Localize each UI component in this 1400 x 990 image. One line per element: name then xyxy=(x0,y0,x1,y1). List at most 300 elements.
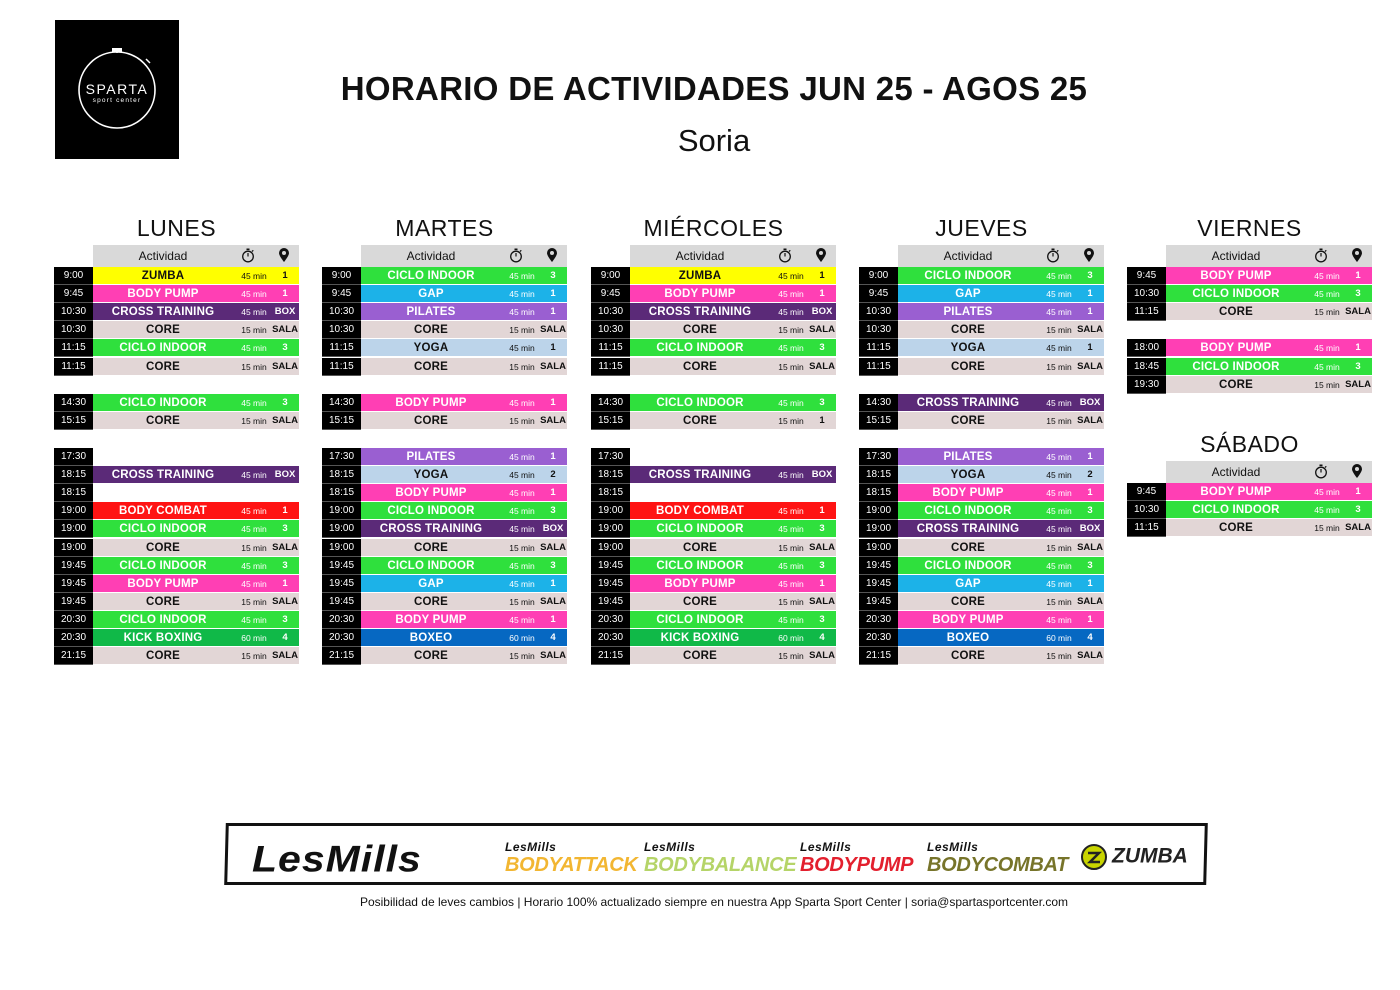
schedule-row xyxy=(591,647,836,665)
class-time: 18:15 xyxy=(54,484,93,502)
class-cell xyxy=(630,466,836,484)
class-duration: 45 min xyxy=(241,271,267,281)
class-name: CORE xyxy=(1218,522,1254,535)
class-duration: 15 min xyxy=(509,325,535,336)
class-cell xyxy=(630,321,836,339)
class-cell xyxy=(630,303,836,321)
class-name: YOGA xyxy=(413,342,449,355)
class-duration: 45 min xyxy=(1046,578,1072,589)
class-time: 9:00 xyxy=(322,267,361,285)
class-room: SALA xyxy=(272,414,298,426)
class-cell xyxy=(361,339,567,357)
class-room: BOX xyxy=(1079,396,1101,408)
class-time: 10:30 xyxy=(591,303,630,321)
class-time: 15:15 xyxy=(54,412,93,430)
class-duration: 45 min xyxy=(241,524,267,535)
class-room: SALA xyxy=(272,324,298,336)
schedule-row xyxy=(591,303,836,321)
schedule-row xyxy=(859,394,1104,412)
class-name: CICLO INDOOR xyxy=(1192,504,1280,517)
class-time: 21:15 xyxy=(322,647,361,665)
schedule-row xyxy=(1127,267,1372,285)
class-name: KICK BOXING xyxy=(660,632,740,644)
page-subtitle: Soria xyxy=(677,123,751,158)
class-name: ZUMBA xyxy=(141,270,185,282)
class-cell xyxy=(630,339,836,357)
schedule-row xyxy=(54,647,299,665)
class-time: 18:15 xyxy=(54,466,93,484)
class-duration: 45 min xyxy=(778,506,804,517)
class-room: SALA xyxy=(809,360,835,372)
class-name: CORE xyxy=(950,414,986,427)
class-time: 19:00 xyxy=(859,502,898,520)
class-room: 1 xyxy=(1087,288,1093,300)
activity-header: Actividad xyxy=(1211,249,1261,263)
class-room: 3 xyxy=(1355,504,1361,516)
class-duration: 45 min xyxy=(778,470,804,481)
class-time: 18:15 xyxy=(859,484,898,502)
class-name: YOGA xyxy=(413,469,449,482)
class-time: 9:45 xyxy=(54,285,93,303)
class-time: 11:15 xyxy=(54,339,93,357)
class-duration: 45 min xyxy=(1046,452,1072,462)
class-duration: 15 min xyxy=(778,542,804,553)
class-name: BODY PUMP xyxy=(127,288,199,301)
schedule-row xyxy=(591,267,836,285)
schedule-row xyxy=(322,412,567,430)
schedule-row xyxy=(591,593,836,611)
class-duration: 15 min xyxy=(1046,542,1072,553)
schedule-row xyxy=(1127,358,1372,376)
class-time: 18:15 xyxy=(591,466,630,484)
schedule-row xyxy=(322,339,567,357)
schedule-row xyxy=(1127,483,1372,501)
class-name: BODY COMBAT xyxy=(118,505,208,518)
class-room: BOX xyxy=(1079,523,1101,535)
class-name: CICLO INDOOR xyxy=(387,270,475,282)
class-room: SALA xyxy=(1077,324,1103,336)
class-cell xyxy=(361,321,567,339)
class-room: SALA xyxy=(1077,650,1103,662)
class-time: 19:45 xyxy=(859,557,898,575)
zumba-logo xyxy=(1080,843,1188,871)
class-time: 11:15 xyxy=(54,358,93,376)
class-time: 10:30 xyxy=(54,303,93,321)
class-cell xyxy=(630,358,836,376)
class-name: CORE xyxy=(1218,306,1254,319)
schedule-row xyxy=(54,557,299,575)
schedule-row xyxy=(54,539,299,557)
schedule-row xyxy=(859,321,1104,339)
class-room: SALA xyxy=(540,541,566,553)
class-room: 3 xyxy=(1355,288,1361,300)
class-duration: 45 min xyxy=(778,578,804,589)
schedule-row xyxy=(591,557,836,575)
class-cell xyxy=(93,520,299,538)
class-duration: 15 min xyxy=(1046,325,1072,336)
class-cell xyxy=(93,394,299,412)
class-name: BODY PUMP xyxy=(1200,270,1272,282)
stopwatch-icon xyxy=(1046,248,1060,266)
class-room: 3 xyxy=(1087,505,1093,517)
class-room: 1 xyxy=(819,505,825,517)
class-cell xyxy=(630,557,836,575)
class-duration: 45 min xyxy=(1314,343,1340,354)
class-room: 3 xyxy=(550,505,556,517)
class-time: 20:30 xyxy=(54,629,93,647)
schedule-row xyxy=(1127,339,1372,357)
class-room: SALA xyxy=(1345,522,1371,534)
class-name: CORE xyxy=(950,595,986,608)
class-name: GAP xyxy=(418,577,444,590)
schedule-row xyxy=(54,267,299,285)
class-cell xyxy=(93,448,299,466)
schedule-row xyxy=(54,575,299,593)
activity-header: Actividad xyxy=(406,249,456,263)
schedule-row xyxy=(591,339,836,357)
program-name: BODYCOMBAT xyxy=(927,854,1069,876)
stopwatch-icon xyxy=(241,248,255,266)
class-room: SALA xyxy=(540,324,566,336)
logo-tagline: sport center xyxy=(92,97,142,104)
schedule-row xyxy=(322,303,567,321)
class-duration: 15 min xyxy=(509,415,535,426)
class-room: BOX xyxy=(542,523,564,535)
schedule-row xyxy=(54,448,299,466)
schedule-row xyxy=(859,484,1104,502)
class-duration: 45 min xyxy=(241,578,267,589)
schedule-row xyxy=(54,466,299,484)
schedule-row xyxy=(54,358,299,376)
class-time: 19:00 xyxy=(591,539,630,557)
class-room: BOX xyxy=(274,469,296,481)
class-time: 19:00 xyxy=(322,502,361,520)
class-time: 17:30 xyxy=(591,448,630,466)
class-room: 3 xyxy=(282,613,288,625)
class-duration: 45 min xyxy=(1314,361,1340,372)
schedule-row xyxy=(322,484,567,502)
schedule-row xyxy=(859,539,1104,557)
class-duration: 45 min xyxy=(509,271,535,281)
class-name: BODY PUMP xyxy=(395,613,467,626)
class-name: CORE xyxy=(950,324,986,337)
class-time: 15:15 xyxy=(591,412,630,430)
class-name: CORE xyxy=(682,541,718,554)
class-room: SALA xyxy=(809,541,835,553)
class-cell xyxy=(898,448,1104,466)
stopwatch-icon xyxy=(509,248,523,266)
class-room: 1 xyxy=(282,505,288,517)
column-header xyxy=(898,245,1104,267)
class-name: CORE xyxy=(950,541,986,554)
class-name: BODY PUMP xyxy=(1200,486,1272,498)
class-cell xyxy=(898,466,1104,484)
program-brand: LesMills xyxy=(505,840,557,854)
class-cell xyxy=(1166,339,1372,357)
class-room: SALA xyxy=(1345,378,1371,390)
schedule-row xyxy=(54,484,299,502)
class-duration: 45 min xyxy=(241,289,267,300)
class-time: 18:45 xyxy=(1127,358,1166,376)
class-name: CICLO INDOOR xyxy=(656,613,744,626)
class-name: PILATES xyxy=(943,451,993,463)
class-name: BODY PUMP xyxy=(1200,342,1272,355)
class-name: CORE xyxy=(413,360,449,373)
class-name: CICLO INDOOR xyxy=(1192,360,1280,373)
class-duration: 45 min xyxy=(1046,397,1072,408)
class-name: CORE xyxy=(145,541,181,554)
class-cell xyxy=(361,647,567,665)
class-name: CORE xyxy=(413,650,449,663)
class-cell xyxy=(630,394,836,412)
class-room: 1 xyxy=(1087,613,1093,625)
class-room: 1 xyxy=(282,288,288,300)
class-name: BOXEO xyxy=(946,632,990,644)
class-name: KICK BOXING xyxy=(123,632,203,644)
schedule-row xyxy=(859,339,1104,357)
schedule-row xyxy=(54,339,299,357)
class-name: CROSS TRAINING xyxy=(111,306,215,319)
class-name: BODY PUMP xyxy=(932,487,1004,500)
class-time: 19:45 xyxy=(591,557,630,575)
class-time: 10:30 xyxy=(322,321,361,339)
class-cell xyxy=(630,629,836,647)
class-cell xyxy=(898,647,1104,665)
class-duration: 45 min xyxy=(1046,560,1072,571)
stopwatch-icon xyxy=(1314,248,1328,266)
class-name: GAP xyxy=(955,577,981,590)
class-cell xyxy=(93,267,299,285)
schedule-row xyxy=(591,484,836,502)
class-room: 3 xyxy=(819,613,825,625)
schedule-row xyxy=(54,593,299,611)
class-room: 1 xyxy=(550,451,556,462)
class-room: 3 xyxy=(819,523,825,535)
schedule-row xyxy=(591,502,836,520)
class-time: 17:30 xyxy=(54,448,93,466)
schedule-row xyxy=(859,285,1104,303)
class-room: SALA xyxy=(809,324,835,336)
class-room: 1 xyxy=(1087,487,1093,499)
class-duration: 45 min xyxy=(778,289,804,300)
class-cell xyxy=(898,593,1104,611)
class-cell xyxy=(361,448,567,466)
class-duration: 45 min xyxy=(241,470,267,481)
class-duration: 45 min xyxy=(509,524,535,535)
class-cell xyxy=(361,502,567,520)
class-time: 21:15 xyxy=(859,647,898,665)
class-time: 19:00 xyxy=(591,502,630,520)
class-cell xyxy=(361,557,567,575)
schedule-row xyxy=(1127,285,1372,303)
schedule-row xyxy=(322,520,567,538)
class-cell xyxy=(898,339,1104,357)
class-time: 19:00 xyxy=(54,502,93,520)
class-time: 18:15 xyxy=(859,466,898,484)
class-time: 19:45 xyxy=(591,593,630,611)
class-duration: 45 min xyxy=(1046,614,1072,625)
class-cell xyxy=(361,575,567,593)
class-room: 1 xyxy=(819,414,825,426)
schedule-row xyxy=(322,557,567,575)
class-name: CICLO INDOOR xyxy=(656,559,744,572)
class-room: 1 xyxy=(819,288,825,300)
schedule-row xyxy=(322,629,567,647)
class-name: CICLO INDOOR xyxy=(119,559,207,572)
class-time: 9:45 xyxy=(1127,267,1166,285)
class-cell xyxy=(93,285,299,303)
class-time: 20:30 xyxy=(322,629,361,647)
class-room: SALA xyxy=(272,595,298,607)
location-pin-icon xyxy=(546,247,558,266)
class-time: 19:45 xyxy=(54,575,93,593)
class-cell xyxy=(630,647,836,665)
class-name: CORE xyxy=(413,541,449,554)
class-duration: 45 min xyxy=(509,397,535,408)
schedule-row xyxy=(322,502,567,520)
class-time: 15:15 xyxy=(322,412,361,430)
location-pin-icon xyxy=(1351,247,1363,266)
class-duration: 15 min xyxy=(778,361,804,372)
program-name: BODYATTACK xyxy=(505,854,638,876)
schedule-row xyxy=(859,575,1104,593)
class-name: CICLO INDOOR xyxy=(119,396,207,409)
class-time: 19:45 xyxy=(859,575,898,593)
class-duration: 60 min xyxy=(1046,633,1072,643)
class-room: 1 xyxy=(1355,342,1361,354)
class-duration: 45 min xyxy=(509,614,535,625)
activity-header: Actividad xyxy=(675,249,725,263)
schedule-row xyxy=(591,321,836,339)
class-duration: 15 min xyxy=(1314,523,1340,534)
class-room: 3 xyxy=(819,396,825,408)
schedule-row xyxy=(859,593,1104,611)
schedule-row xyxy=(322,575,567,593)
class-cell xyxy=(630,267,836,285)
class-duration: 45 min xyxy=(509,560,535,571)
class-time: 10:30 xyxy=(591,321,630,339)
class-duration: 15 min xyxy=(778,415,804,426)
class-name: CICLO INDOOR xyxy=(656,523,744,536)
schedule-row xyxy=(591,520,836,538)
program-bodypump xyxy=(800,840,913,876)
schedule-row xyxy=(322,448,567,466)
class-time: 17:30 xyxy=(859,448,898,466)
class-name: BODY PUMP xyxy=(664,288,736,301)
class-time: 19:00 xyxy=(54,539,93,557)
class-time: 18:15 xyxy=(322,484,361,502)
class-cell xyxy=(898,611,1104,629)
class-cell xyxy=(361,629,567,647)
class-cell xyxy=(361,267,567,285)
class-time: 14:30 xyxy=(591,394,630,412)
activity-header: Actividad xyxy=(943,249,993,263)
class-room: 3 xyxy=(550,559,556,571)
class-cell xyxy=(93,593,299,611)
schedule-row xyxy=(591,575,836,593)
class-room: SALA xyxy=(540,360,566,372)
class-duration: 15 min xyxy=(509,651,535,662)
class-cell xyxy=(898,502,1104,520)
class-duration: 15 min xyxy=(778,651,804,662)
schedule-row xyxy=(859,520,1104,538)
class-time: 19:00 xyxy=(322,520,361,538)
class-room: 3 xyxy=(819,559,825,571)
class-name: BODY PUMP xyxy=(932,613,1004,626)
class-duration: 15 min xyxy=(509,596,535,607)
class-name: PILATES xyxy=(943,306,993,319)
class-room: 1 xyxy=(550,487,556,499)
class-cell xyxy=(630,593,836,611)
class-name: YOGA xyxy=(950,469,986,482)
class-cell xyxy=(898,520,1104,538)
schedule-row xyxy=(591,285,836,303)
class-name: CICLO INDOOR xyxy=(1192,288,1280,301)
class-cell xyxy=(898,629,1104,647)
class-cell xyxy=(361,466,567,484)
class-cell xyxy=(93,647,299,665)
class-time: 19:45 xyxy=(54,593,93,611)
class-time: 20:30 xyxy=(859,611,898,629)
class-time: 20:30 xyxy=(859,629,898,647)
schedule-row xyxy=(1127,376,1372,394)
class-room: SALA xyxy=(1077,414,1103,426)
location-pin-icon xyxy=(1351,463,1363,482)
class-name: CORE xyxy=(682,324,718,337)
class-room: SALA xyxy=(1345,306,1371,318)
class-time: 10:30 xyxy=(322,303,361,321)
class-duration: 15 min xyxy=(1046,651,1072,662)
class-name: CORE xyxy=(682,414,718,427)
class-time: 19:45 xyxy=(322,557,361,575)
class-name: CROSS TRAINING xyxy=(111,469,215,482)
activity-header: Actividad xyxy=(138,249,188,263)
class-time: 19:00 xyxy=(591,520,630,538)
class-time: 11:15 xyxy=(322,339,361,357)
schedule-row xyxy=(54,502,299,520)
class-room: BOX xyxy=(274,306,296,318)
class-duration: 45 min xyxy=(778,560,804,571)
class-time: 14:30 xyxy=(859,394,898,412)
schedule-row xyxy=(322,647,567,665)
class-cell xyxy=(1166,376,1372,394)
zumba-text: ZUMBA xyxy=(1112,844,1188,868)
schedule-row xyxy=(54,520,299,538)
class-duration: 45 min xyxy=(509,343,535,354)
class-name: CORE xyxy=(682,650,718,663)
program-bodycombat xyxy=(927,840,1068,876)
class-cell xyxy=(898,358,1104,376)
class-cell xyxy=(630,575,836,593)
class-cell xyxy=(630,285,836,303)
schedule-row xyxy=(859,412,1104,430)
schedule-row xyxy=(322,611,567,629)
schedule-row xyxy=(322,539,567,557)
class-room: SALA xyxy=(809,595,835,607)
day-title: MARTES xyxy=(395,215,494,241)
schedule-row xyxy=(859,358,1104,376)
class-cell xyxy=(361,539,567,557)
class-cell xyxy=(630,520,836,538)
class-cell xyxy=(898,303,1104,321)
page-title: HORARIO DE ACTIVIDADES JUN 25 - AGOS 25 xyxy=(340,70,1088,107)
class-room: 3 xyxy=(282,559,288,571)
class-duration: 60 min xyxy=(241,633,267,643)
class-cell xyxy=(93,303,299,321)
day-title: SÁBADO xyxy=(1200,431,1299,457)
class-room: SALA xyxy=(272,360,298,372)
class-room: 1 xyxy=(1355,486,1361,497)
